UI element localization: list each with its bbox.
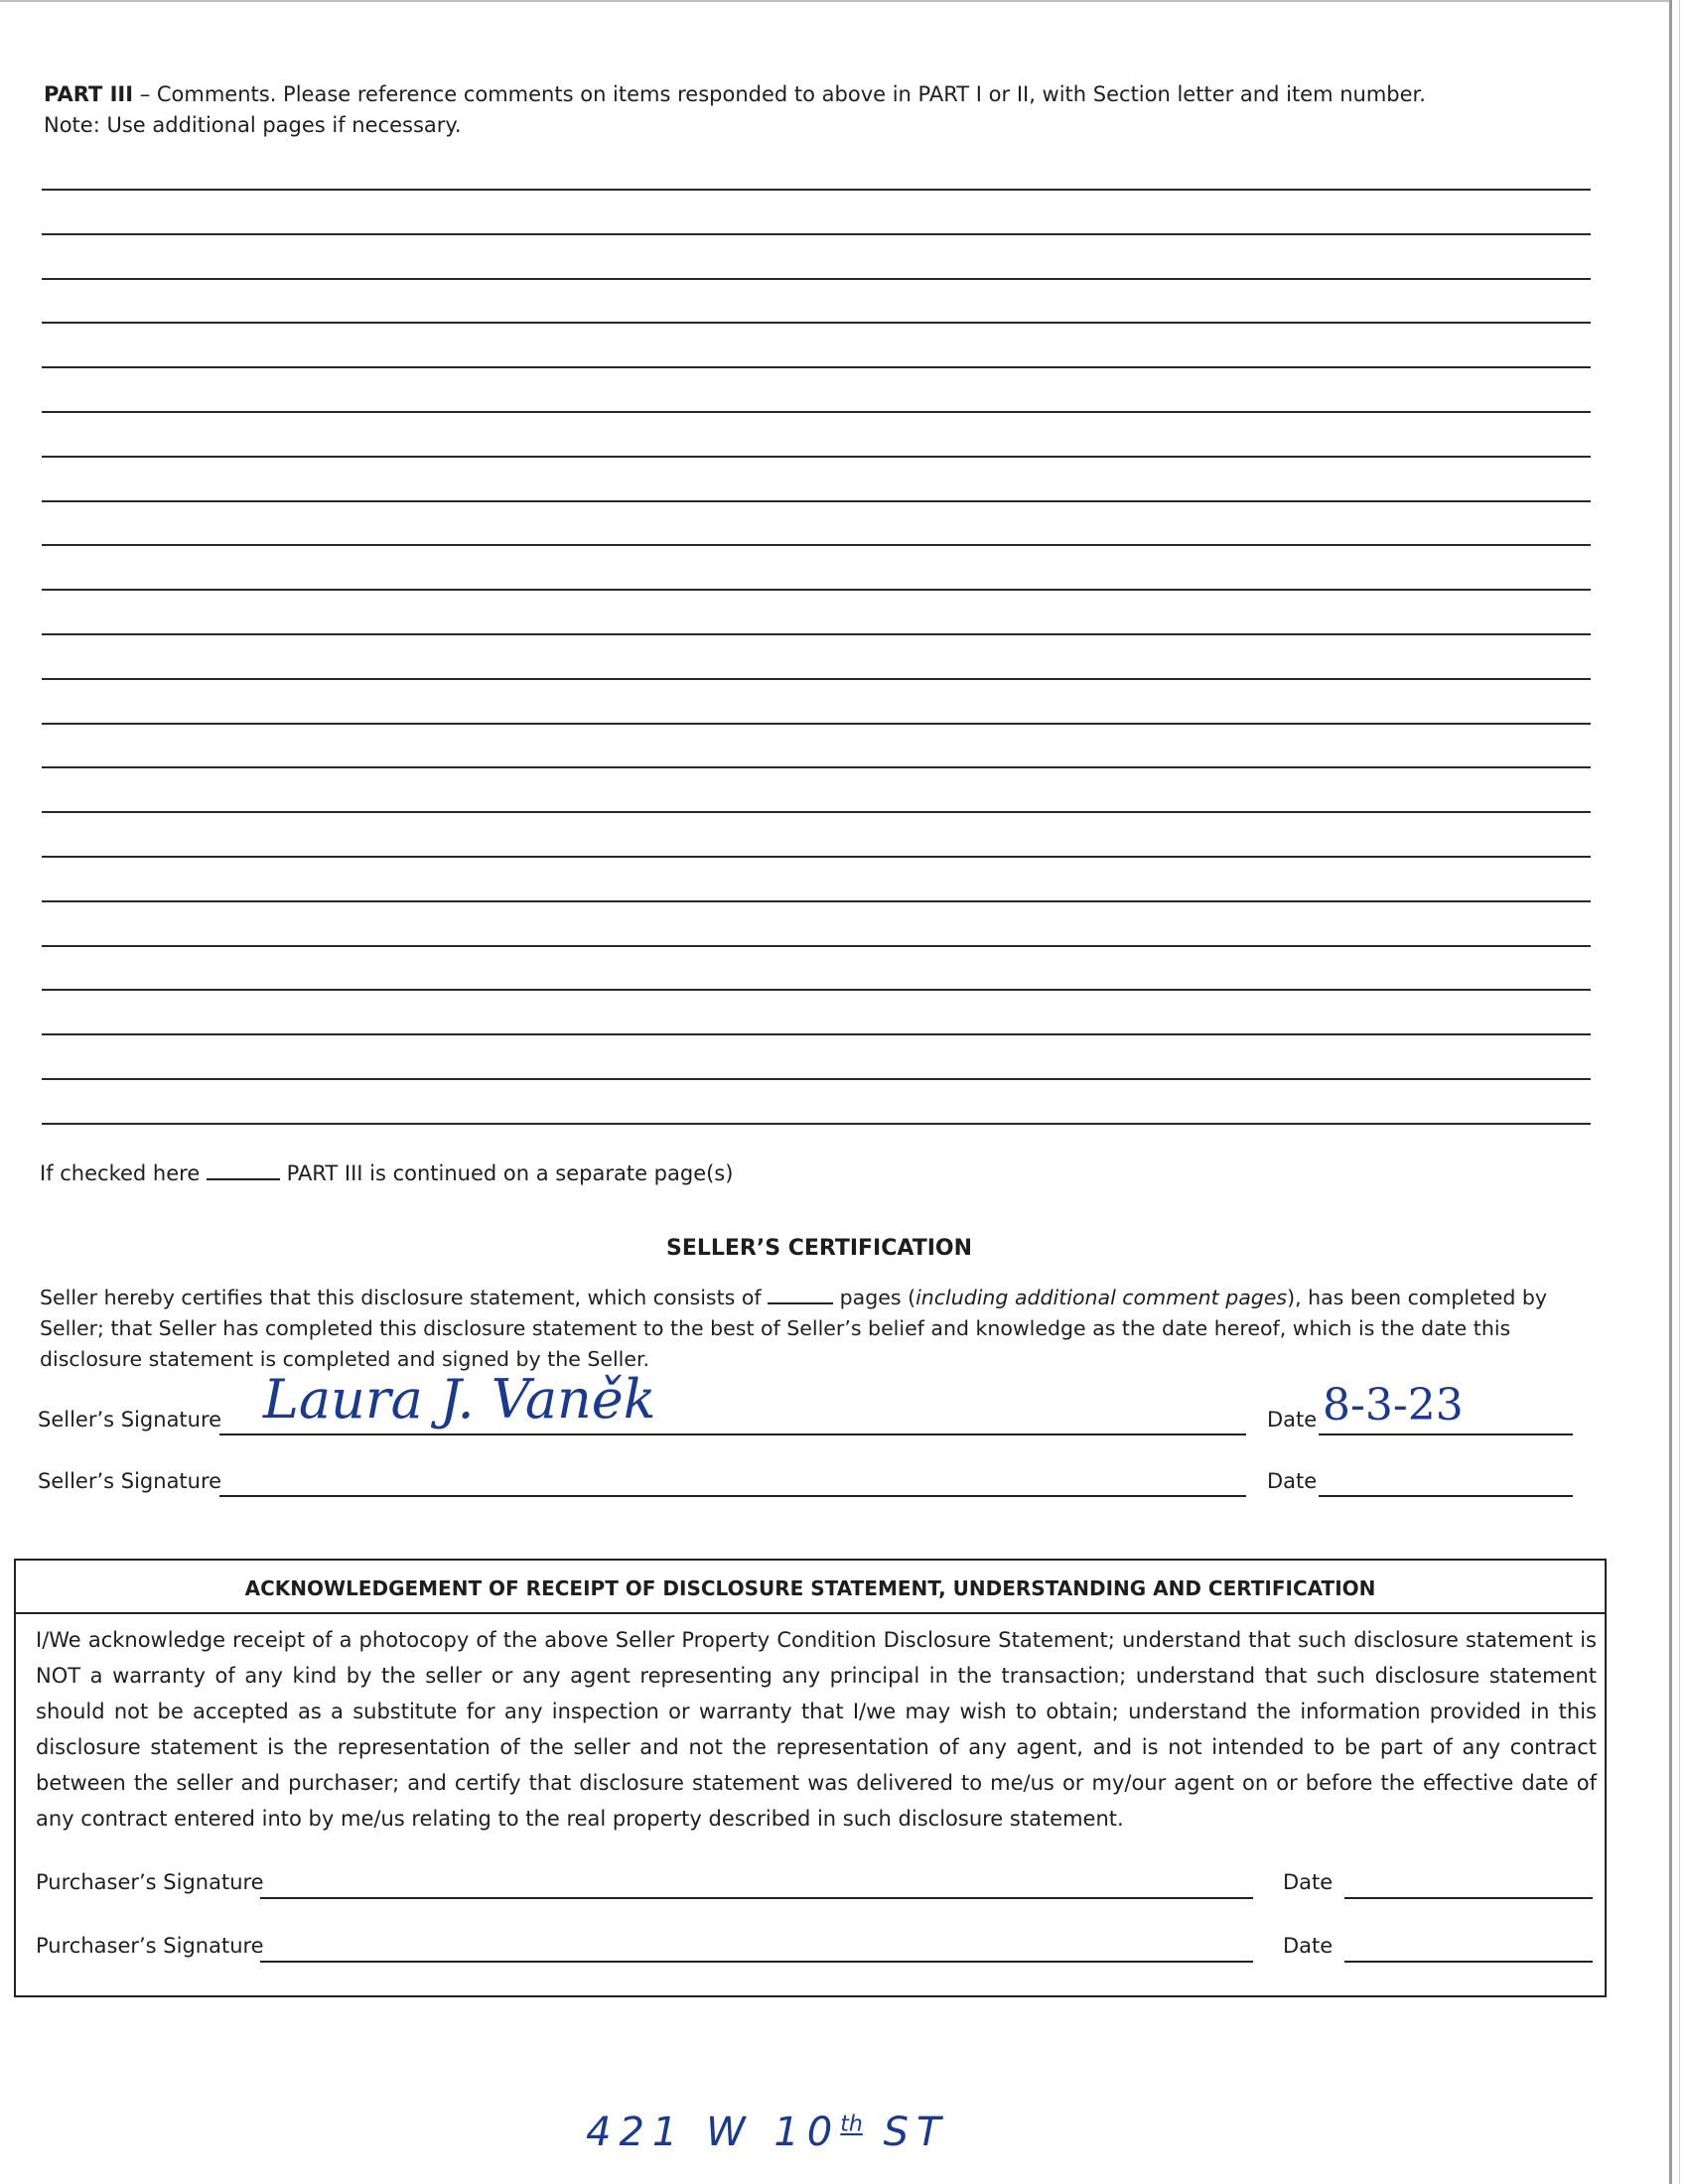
acknowledgement-text: I/We acknowledge receipt of a photocopy of the above Seller Property Condition Disclosure Statement; understand that such disclosure statement is NOT a warranty of any kind by the seller or any agent representing any principal in the transaction; understand that such disclosure statement should not be accepted as a substitute for any inspection or warranty that I/we may wish to obtain; understand the information provided in this disclosure statement is the representation of the seller and not the representation of any agent, and is not intended to be part of any contract between the seller and purchaser; and certify that disclosure statement was delivered to me/us or my/our agent on or before the effective date of any contract entered into by me/us relating to the real property described in such disclosure statement. [36,1628,1597,1831]
address-number: 421 [586,2110,686,2155]
continuation-prefix: If checked here [40,1161,201,1185]
cert-text-part3: ), has been completed by Seller; that Seller has completed this disclosure statement to the best of Seller’s belief and knowledge as the date hereof, which is the date this disclosure statement is completed and signed by the Seller. [40,1286,1548,1371]
seller-signature-row-2 [38,1469,1587,1509]
seller-date-label-2: Date [1267,1469,1318,1493]
comment-line[interactable] [42,811,1591,813]
comment-line[interactable] [42,723,1591,725]
comment-line[interactable] [42,278,1591,280]
cert-text-part2: pages ( [839,1286,916,1309]
comment-line[interactable] [42,411,1591,413]
seller-date-line-1[interactable] [1319,1433,1573,1435]
comment-line[interactable] [42,1033,1591,1035]
comment-line[interactable] [42,1123,1591,1125]
continuation-check-blank[interactable] [207,1178,280,1180]
comment-line[interactable] [42,500,1591,502]
purchaser-signature-line-1[interactable] [260,1897,1253,1899]
address-suffix: th [840,2112,863,2137]
part3-label: PART III [44,82,134,106]
seller-signature-label: Seller’s Signature [38,1408,222,1432]
comment-line[interactable] [42,189,1591,191]
seller-handwritten-date: 8-3-23 [1323,1380,1464,1431]
purchaser-date-line-2[interactable] [1344,1961,1593,1963]
part3-note: Note: Use additional pages if necessary. [44,113,462,137]
seller-handwritten-signature: Laura J. Vaněk [263,1368,656,1431]
comment-line[interactable] [42,322,1591,324]
purchaser-signature-row-2 [36,1934,1595,1974]
page-count-blank[interactable] [768,1302,833,1304]
page-right-edge [1669,0,1672,2184]
seller-signature-line-2[interactable] [219,1495,1246,1497]
seller-certification-title: SELLER’S CERTIFICATION [665,1236,973,1261]
comment-lines[interactable] [42,0,1591,1132]
cert-text-italic: including additional comment pages [915,1286,1288,1309]
comment-line[interactable] [42,589,1591,591]
seller-date-label: Date [1267,1408,1318,1432]
comment-line[interactable] [42,856,1591,858]
comment-line[interactable] [42,456,1591,458]
continuation-suffix: PART III is continued on a separate page(s) [286,1161,734,1185]
purchaser-date-line-1[interactable] [1344,1897,1593,1899]
purchaser-date-label-2: Date [1283,1934,1334,1958]
address-street-type: ST [883,2110,949,2155]
comment-line[interactable] [42,766,1591,768]
comment-line[interactable] [42,900,1591,902]
seller-date-line-2[interactable] [1319,1495,1573,1497]
continuation-row [40,1161,733,1185]
cert-text-part1: Seller hereby certifies that this disclosure statement, which consists of [40,1286,762,1309]
comment-line[interactable] [42,678,1591,680]
comment-line[interactable] [42,366,1591,368]
comment-line[interactable] [42,233,1591,235]
comment-line[interactable] [42,1078,1591,1080]
comment-line[interactable] [42,544,1591,546]
comment-line[interactable] [42,633,1591,635]
purchaser-signature-label-2: Purchaser’s Signature [36,1934,264,1958]
page-right-edge-inner [1679,0,1680,2184]
purchaser-date-label: Date [1283,1870,1334,1894]
part3-heading-text: – Comments. Please reference comments on items responded to above in PART I or II, with Section letter and item number. [133,82,1426,106]
address-street-num: 10 [774,2110,841,2155]
purchaser-signature-row-1 [36,1870,1595,1910]
address-direction: W [706,2110,754,2155]
handwritten-address [586,2110,948,2155]
acknowledgement-box [14,1559,1607,1997]
seller-signature-label-2: Seller’s Signature [38,1469,222,1493]
seller-signature-line-1[interactable] [219,1433,1246,1435]
seller-certification-text [40,1283,1609,1375]
comment-line[interactable] [42,989,1591,991]
comment-line[interactable] [42,945,1591,947]
purchaser-signature-label: Purchaser’s Signature [36,1870,264,1894]
purchaser-signature-line-2[interactable] [260,1961,1253,1963]
acknowledgement-title: ACKNOWLEDGEMENT OF RECEIPT OF DISCLOSURE STATEMENT, UNDERSTANDING AND CERTIFICATION [16,1561,1605,1614]
